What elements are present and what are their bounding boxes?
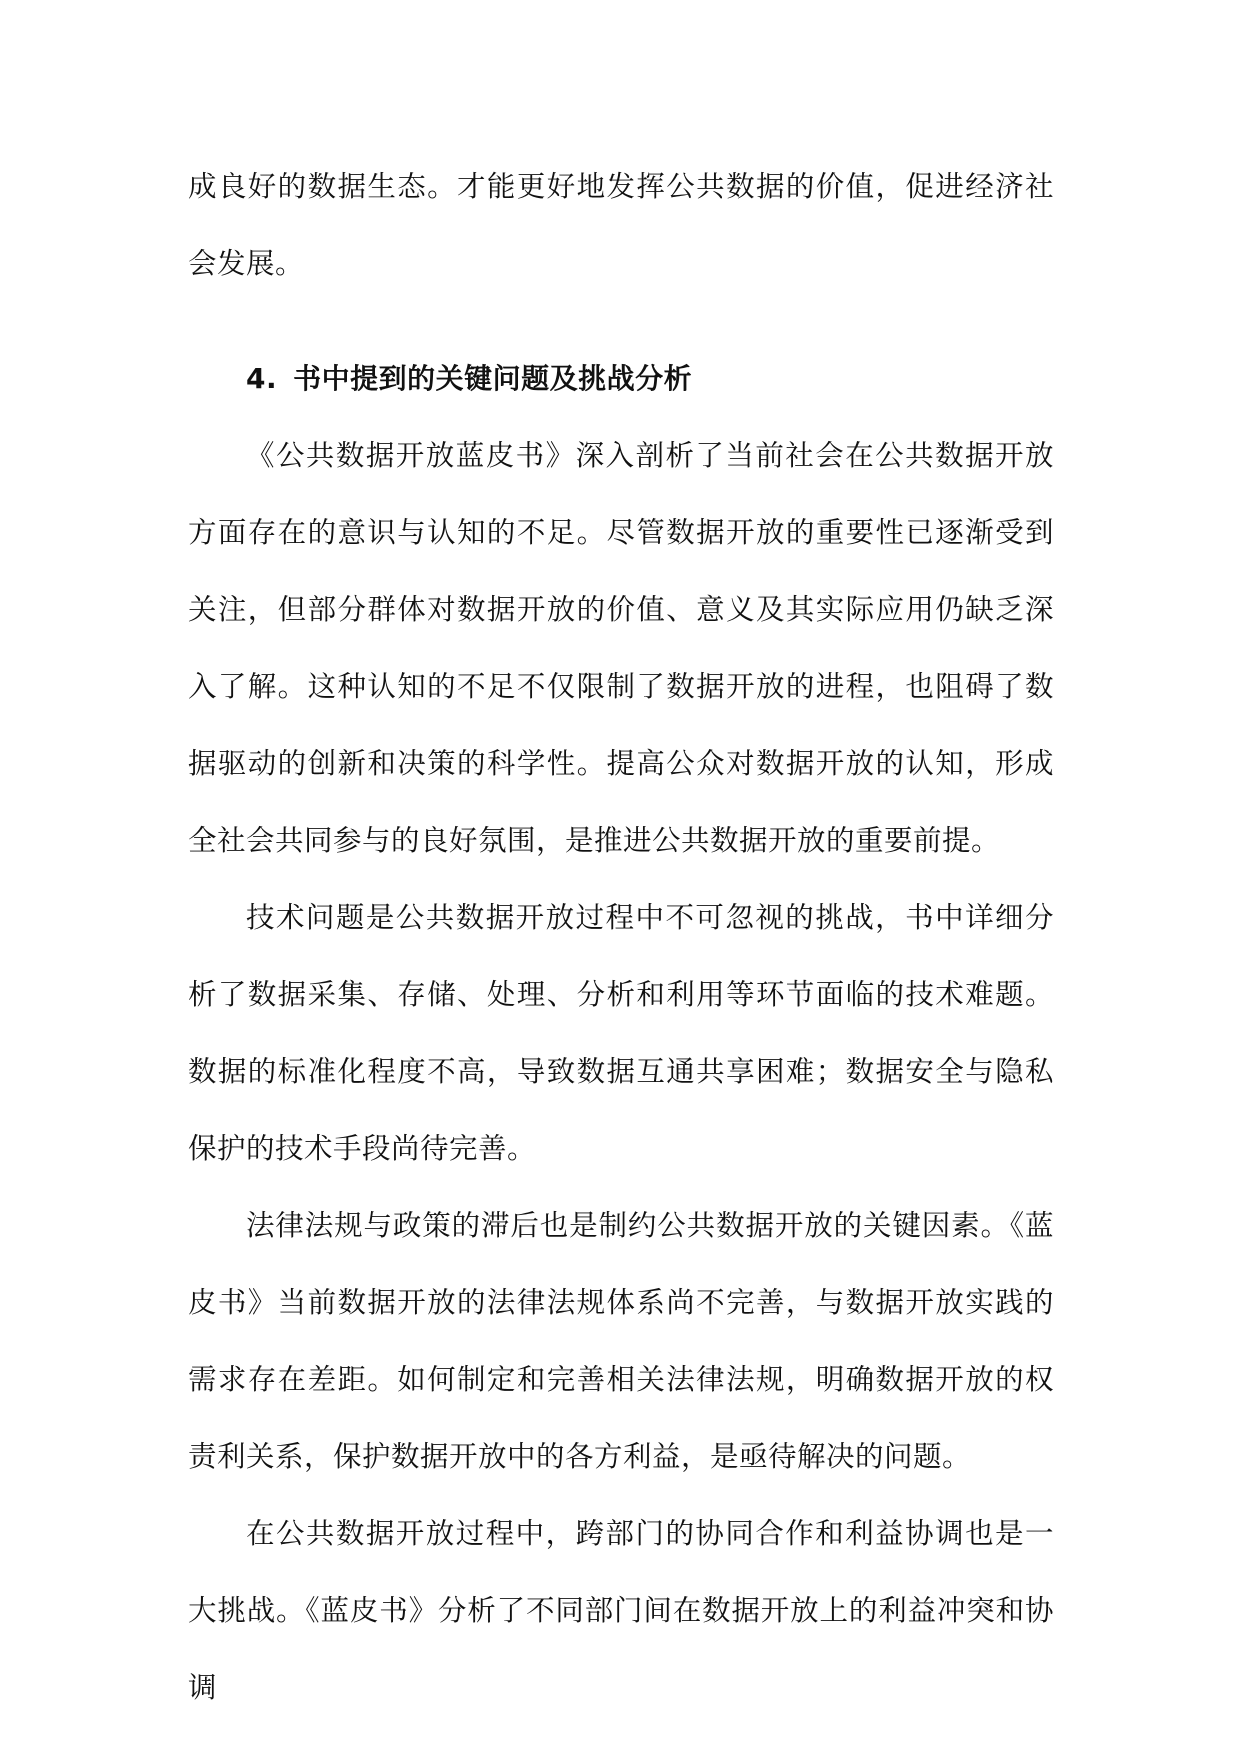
paragraph-coordination: 在公共数据开放过程中，跨部门的协同合作和利益协调也是一大挑战。《蓝皮书》分析了不同部门间在数据开放上的利益冲突和协调 (188, 1517, 1054, 1704)
paragraph-awareness: 《公共数据开放蓝皮书》深入剖析了当前社会在公共数据开放方面存在的意识与认知的不足。尽管数据开放的重要性已逐渐受到关注，但部分群体对数据开放的价值、意义及其实际应用仍缺乏深入了解。这种认知的不足不仅限制了数据开放的进程，也阻碍了数据驱动的创新和决策的科学性。提高公众对数据开放的认知，形成全社会共同参与的良好氛围，是推进公共数据开放的重要前提。 (188, 439, 1054, 857)
paragraph-legal: 法律法规与政策的滞后也是制约公共数据开放的关键因素。《蓝皮书》当前数据开放的法律法规体系尚不完善，与数据开放实践的需求存在差距。如何制定和完善相关法律法规，明确数据开放的权责利关系，保护数据开放中的各方利益，是亟待解决的问题。 (188, 1209, 1054, 1473)
section-heading (188, 340, 1054, 417)
section-spacer (188, 302, 1054, 340)
continued-paragraph: 成良好的数据生态。才能更好地发挥公共数据的价值，促进经济社会发展。 (188, 170, 1054, 280)
document-page (188, 148, 1054, 1726)
paragraph-technology: 技术问题是公共数据开放过程中不可忽视的挑战，书中详细分析了数据采集、存储、处理、分析和利用等环节面临的技术难题。数据的标准化程度不高，导致数据互通共享困难；数据安全与隐私保护的技术手段尚待完善。 (188, 901, 1054, 1165)
section-number: 4. (246, 362, 278, 395)
section-title: 书中提到的关键问题及挑战分析 (293, 362, 693, 395)
